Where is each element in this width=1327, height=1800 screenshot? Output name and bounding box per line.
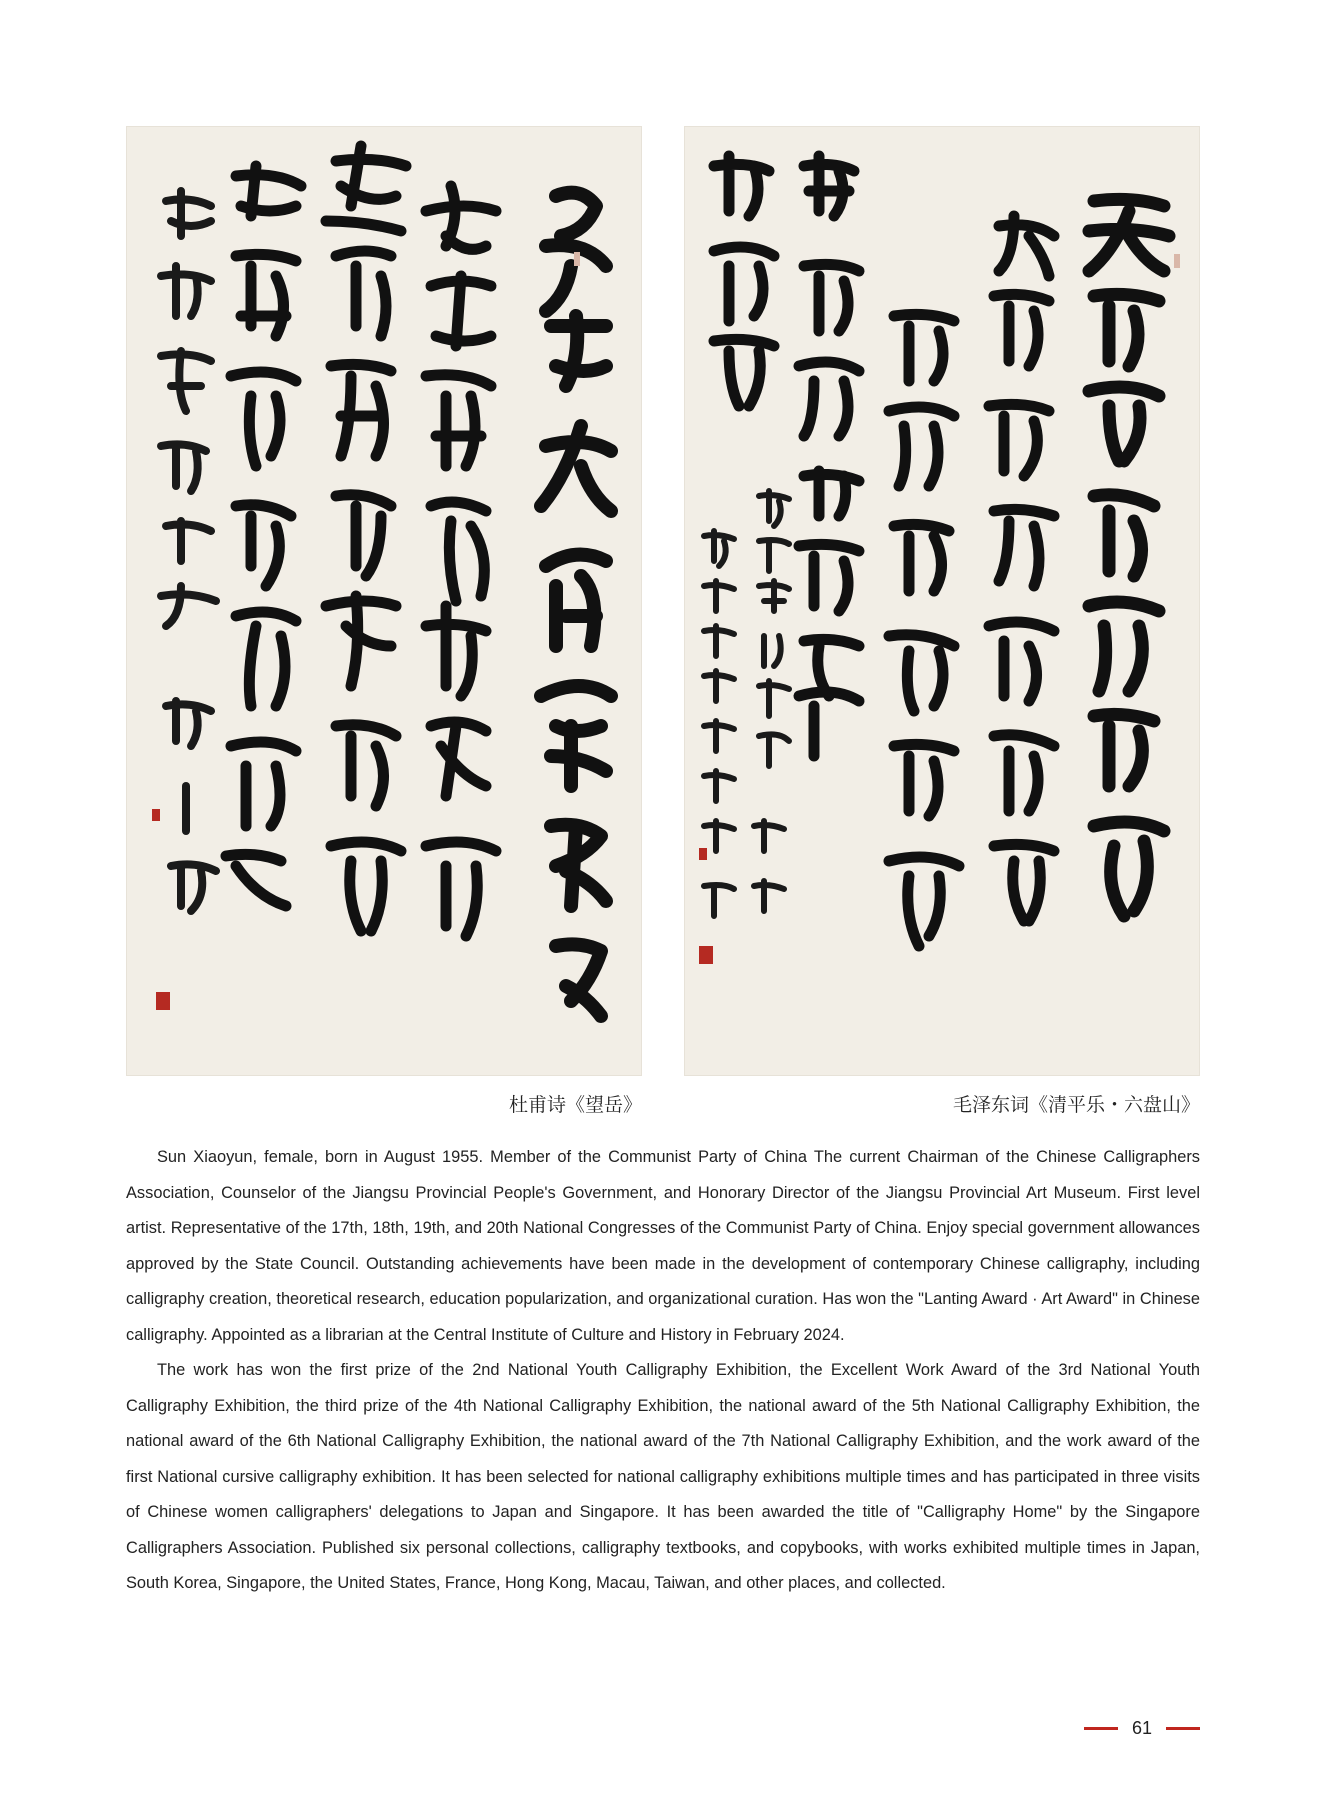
page-number: 61	[1131, 1718, 1152, 1738]
calligraphy-column	[799, 156, 859, 756]
calligraphy-column	[889, 314, 959, 946]
bio-paragraph: Sun Xiaoyun, female, born in August 1955. Member of the Communist Party of China The current Chairman of the Chinese Calligraphers Association, Counselor of the Jiangsu Provincial People's Government, and Honorary Director of the Jiangsu Provincial Art Museum. First level artist. Representative of the 17th, 18th, 19th, and 20th National Congresses of the Communist Party of China. Enjoy special government allowances approved by the State Council. Outstanding achievements have been made in the development of contemporary Chinese calligraphy, including calligraphy creation, theoretical research, education popularization, and organizational curation. Has won the "Lanting Award · Art Award" in Chinese calligraphy. Appointed as a librarian at the Central Institute of Culture and History in February 2024.	[126, 1148, 1200, 1344]
artwork-left	[126, 126, 642, 1076]
calligraphy-left	[126, 126, 642, 1076]
bio-paragraph: The work has won the first prize of the 2nd National Youth Calligraphy Exhibition, the Excellent Work Award of the 3rd National Youth Calligraphy Exhibition, the third prize of the 4th National Calligraphy Exhibition, the national award of the 5th National Calligraphy Exhibition, the national award of the 6th National Calligraphy Exhibition, the national award of the 7th National Calligraphy Exhibition, and the work award of the first National cursive calligraphy exhibition. It has been selected for national calligraphy exhibitions multiple times and has participated in three visits of Chinese women calligraphers' delegations to Japan and Singapore. It has been awarded the title of "Calligraphy Home" by the Singapore Calligraphers Association. Published six personal collections, calligraphy textbooks, and copybooks, with works exhibited multiple times in Japan, South Korea, Singapore, the United States, France, Hong Kong, Macau, Taiwan, and other places, and collected.	[126, 1361, 1200, 1592]
page-footer	[1084, 1718, 1200, 1739]
seal-stamp	[574, 252, 580, 266]
calligraphy-column	[426, 186, 496, 936]
footer-rule	[1166, 1727, 1200, 1730]
seal-stamp	[1174, 254, 1180, 268]
artwork-caption-right: 毛泽东词《清平乐・六盘山》	[952, 1095, 1200, 1116]
calligraphy-column	[541, 193, 611, 1016]
artwork-caption-left: 杜甫诗《望岳》	[508, 1095, 642, 1116]
seal-stamp	[699, 946, 713, 964]
artwork-right	[684, 126, 1200, 1076]
footer-rule	[1084, 1727, 1118, 1730]
seal-stamp	[699, 848, 707, 860]
calligraphy-right	[684, 126, 1200, 1076]
calligraphy-column	[226, 166, 301, 906]
seal-stamp	[152, 809, 160, 821]
artist-biography	[126, 1140, 1200, 1602]
calligraphy-column	[704, 491, 789, 916]
calligraphy-column	[989, 216, 1054, 921]
calligraphy-column	[326, 146, 406, 931]
seal-stamp	[156, 992, 170, 1010]
calligraphy-column	[1089, 199, 1169, 916]
calligraphy-column	[714, 156, 774, 406]
calligraphy-column	[161, 191, 216, 911]
